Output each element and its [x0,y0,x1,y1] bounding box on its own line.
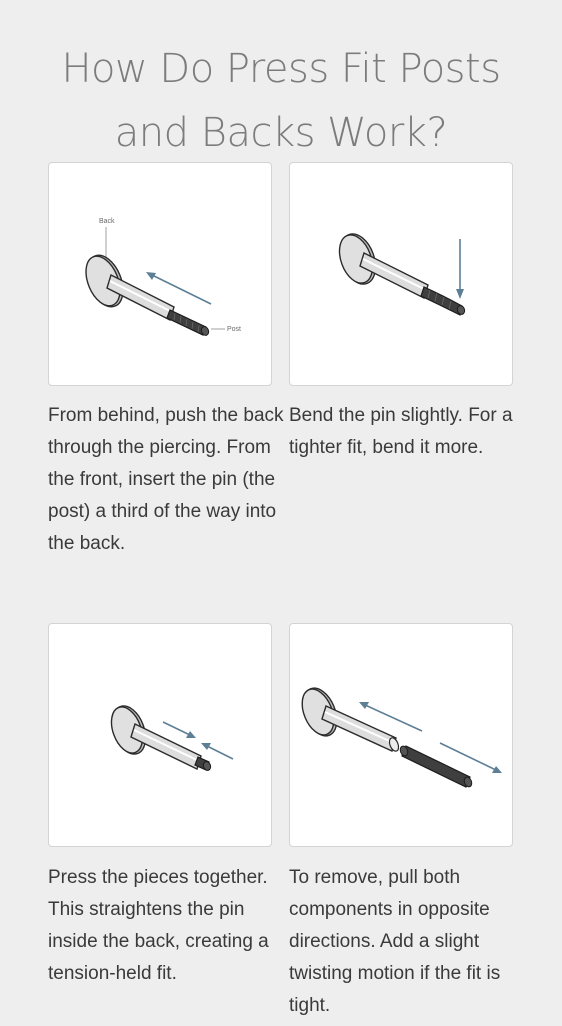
step-2-illustration-card [289,162,513,386]
back-callout-label: Back [99,218,115,225]
step-1-illustration [49,163,272,386]
post-pin-icon [167,310,210,336]
step-1-caption: From behind, push the back through the piercing. From the front, insert the pin (the post) a third of the way into the back. [48,405,284,554]
step-2-illustration [290,163,513,386]
step-3-caption: Press the pieces together. This straightens the pin inside the back, creating a tension-held fit. [48,867,269,984]
step-1-illustration-card [48,162,272,386]
press-arrow-right-icon [163,722,196,738]
post-pin-icon [399,745,473,788]
step-4-illustration [290,624,513,847]
step-3-illustration [49,624,272,847]
step-4-caption: To remove, pull both components in opposite directions. Add a slight twisting motion if the fit is tight. [289,867,501,1016]
step-2-caption: Bend the pin slightly. For a tighter fit, bend it more. [289,405,513,458]
post-callout-label: Post [227,326,242,333]
page-title-line-2: and Backs Work? [114,109,448,156]
step-3-illustration-card [48,623,272,847]
down-arrow-icon [456,239,464,299]
press-arrow-left-icon [201,743,233,759]
page-title-line-1: How Do Press Fit Posts [61,45,501,92]
page-title [0,37,562,165]
step-4-illustration-card [289,623,513,847]
